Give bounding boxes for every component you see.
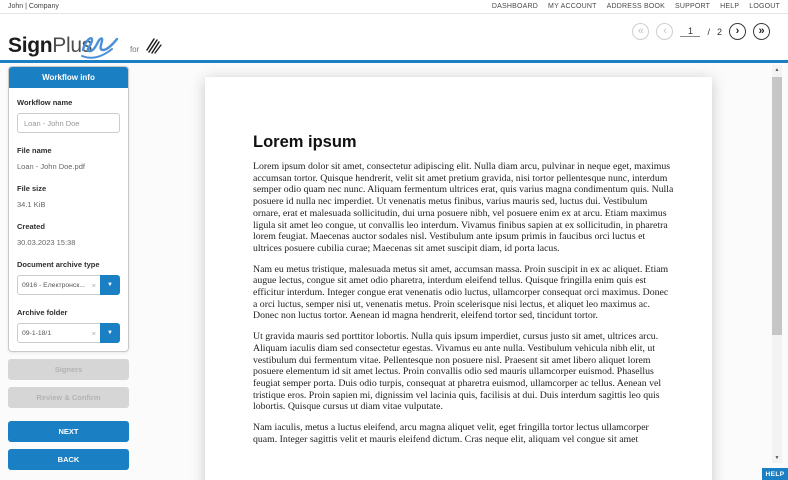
file-size-label: File size — [17, 184, 47, 193]
nav-my-account[interactable]: MY ACCOUNT — [548, 3, 597, 10]
panel-title: Workflow info — [9, 67, 128, 88]
archive-folder-caret-button[interactable] — [100, 323, 120, 343]
workflow-info-panel — [8, 66, 129, 352]
page-pagination — [632, 23, 770, 40]
workflow-sidebar — [8, 66, 129, 470]
app-logo — [8, 22, 163, 58]
logo-for-text: for — [129, 45, 140, 54]
total-pages-label: 2 — [716, 26, 722, 37]
archive-type-dropdown[interactable] — [17, 275, 120, 295]
workflow-name-label: Workflow name — [17, 98, 73, 107]
next-page-icon: › — [735, 25, 740, 37]
help-button[interactable]: HELP — [762, 468, 788, 480]
page-separator: / — [707, 26, 710, 37]
nav-support[interactable]: SUPPORT — [675, 3, 711, 10]
scroll-up-icon[interactable]: ▲ — [774, 67, 780, 73]
document-paragraph: Lorem ipsum dolor sit amet, consectetur adipiscing elit. Nulla diam arcu, pulvinar in neque eget, maximus accumsan tortor. Quisque hendrerit, velit sit amet pretium gravida, nisi tortor pellentesque nunc, interdum semper odio quam nec nunc. Aliquam fermentum ultrices erat, quis varius magna condimentum quis. Nulla posuere id nulla nec imperdiet. Ut venenatis metus finibus, varius mauris sed, luctus dui. Vestibulum ornare, erat et malesuada sollicitudin, dui urna posuere nibh, vel posuere enim ex at arcu. Etiam maximus ligula sit amet leo congue, ut convallis leo interdum. Vivamus finibus sapien at ex sollicitudin, in pharetra lorem feugiat. Maecenas auctor sodales nisl. Vestibulum ante ipsum primis in faucibus orci luctus et ultrices posuere cubilia curae; Maecenas sit amet suscipit diam, id porta lacus. — [253, 161, 674, 254]
next-page-button[interactable] — [729, 23, 746, 40]
document-paragraph: Nam iaculis, metus a luctus eleifend, arcu magna aliquet velit, eget fringilla tortor lectus ullamcorper quam. Integer sagittis velit et mauris eleifend dictum. Cras neque elit, aliquam vel congue sit amet — [253, 422, 649, 445]
nav-dashboard[interactable]: DASHBOARD — [491, 3, 539, 10]
archive-type-value: 0916 - Електронск... — [22, 281, 85, 289]
page-number-input[interactable] — [680, 26, 700, 37]
chevron-down-icon: ▼ — [107, 282, 113, 288]
archive-type-field — [17, 275, 100, 295]
created-label: Created — [17, 222, 45, 231]
document-preview-page — [205, 77, 712, 480]
top-bar — [0, 0, 788, 14]
main-area — [0, 63, 788, 480]
logo-sign-text: Sign — [8, 34, 53, 57]
top-navigation — [492, 3, 780, 10]
panel-body — [9, 88, 128, 351]
nav-logout[interactable]: LOGOUT — [749, 3, 780, 10]
file-size-value: 34.1 KiB — [17, 200, 46, 209]
nav-help[interactable]: HELP — [720, 3, 740, 10]
previous-page-button[interactable] — [656, 23, 673, 40]
scrollbar-thumb[interactable] — [772, 77, 782, 335]
archive-folder-value: 09-1-18/1 — [22, 329, 52, 337]
last-page-button[interactable] — [753, 23, 770, 40]
review-confirm-button[interactable]: Review & Confirm — [8, 387, 129, 408]
scroll-down-icon[interactable]: ▼ — [774, 455, 780, 461]
first-page-button[interactable] — [632, 23, 649, 40]
first-page-icon: « — [637, 25, 645, 37]
archive-type-clear-icon[interactable]: × — [91, 280, 96, 290]
signature-scribble-icon — [79, 31, 121, 66]
last-page-icon: » — [758, 25, 765, 37]
document-paragraph: Ut gravida mauris sed porttitor lobortis. Nulla quis ipsum imperdiet, cursus justo sit amet, ultrices arcu. Aliquam iaculis diam sed consectetur egestas. Vivamus eu ante nulla. Vestibulum vehicula nibh elit, ut vestibulum dui fermentum vitae. Pellentesque non posuere nisl. Praesent sit amet libero aliquet lorem posuere elementum id sit amet lectus. Proin convallis odio sed mauris ullamcorper euismod. Phasellus feugiat semper porta. Duis odio turpis, consequat at pharetra euismod, ullamcorper ac tellus. Aenean vel tristique eros. Proin sapien mi, dignissim vel lacinia quis, facilisis at dui. Duis interdum sagittis leo quis lobortis. Quisque cursus ut diam vitae vulputate. — [253, 331, 662, 413]
next-button[interactable]: NEXT — [8, 421, 129, 442]
document-title: Lorem ipsum — [253, 133, 357, 151]
workflow-name-input[interactable] — [17, 113, 120, 133]
vertical-scrollbar[interactable] — [772, 65, 782, 463]
archive-folder-clear-icon[interactable]: × — [91, 328, 96, 338]
archive-type-label: Document archive type — [17, 260, 100, 269]
user-company-label: John | Company — [8, 3, 59, 10]
previous-page-icon: ‹ — [663, 25, 667, 37]
chevron-down-icon: ▼ — [107, 330, 113, 336]
file-name-value: Loan - John Doe.pdf — [17, 162, 85, 171]
archive-type-caret-button[interactable] — [100, 275, 120, 295]
document-paragraph: Nam eu metus tristique, malesuada metus sit amet, accumsan massa. Proin suscipit in ex ac aliquet. Etiam augue lectus, congue sit amet odio pharetra, interdum eleifend tellus. Quisque fringilla enim quis est efficitur interdum. Integer congue erat venenatis odio luctus, ullamcorper consequat orci maximus. Donec a orci luctus, semper nisi ut, venenatis metus. Proin scelerisque nisi lectus, et aliquet leo maximus ac. Donec non luctus tortor. Aenean id magna hendrerit, eleifend tortor sed, tincidunt tortor. — [253, 263, 669, 322]
created-value: 30.03.2023 15:38 — [17, 238, 76, 247]
archive-folder-field — [17, 323, 100, 343]
archive-folder-label: Archive folder — [17, 308, 68, 317]
partner-logo-scribble-icon — [144, 37, 163, 60]
archive-folder-dropdown[interactable] — [17, 323, 120, 343]
app-header — [0, 14, 788, 60]
logo-plus-text: Plus — [52, 34, 92, 57]
back-button[interactable]: BACK — [8, 449, 129, 470]
file-name-label: File name — [17, 146, 52, 155]
signers-button[interactable]: Signers — [8, 359, 129, 380]
nav-address-book[interactable]: ADDRESS BOOK — [606, 3, 666, 10]
